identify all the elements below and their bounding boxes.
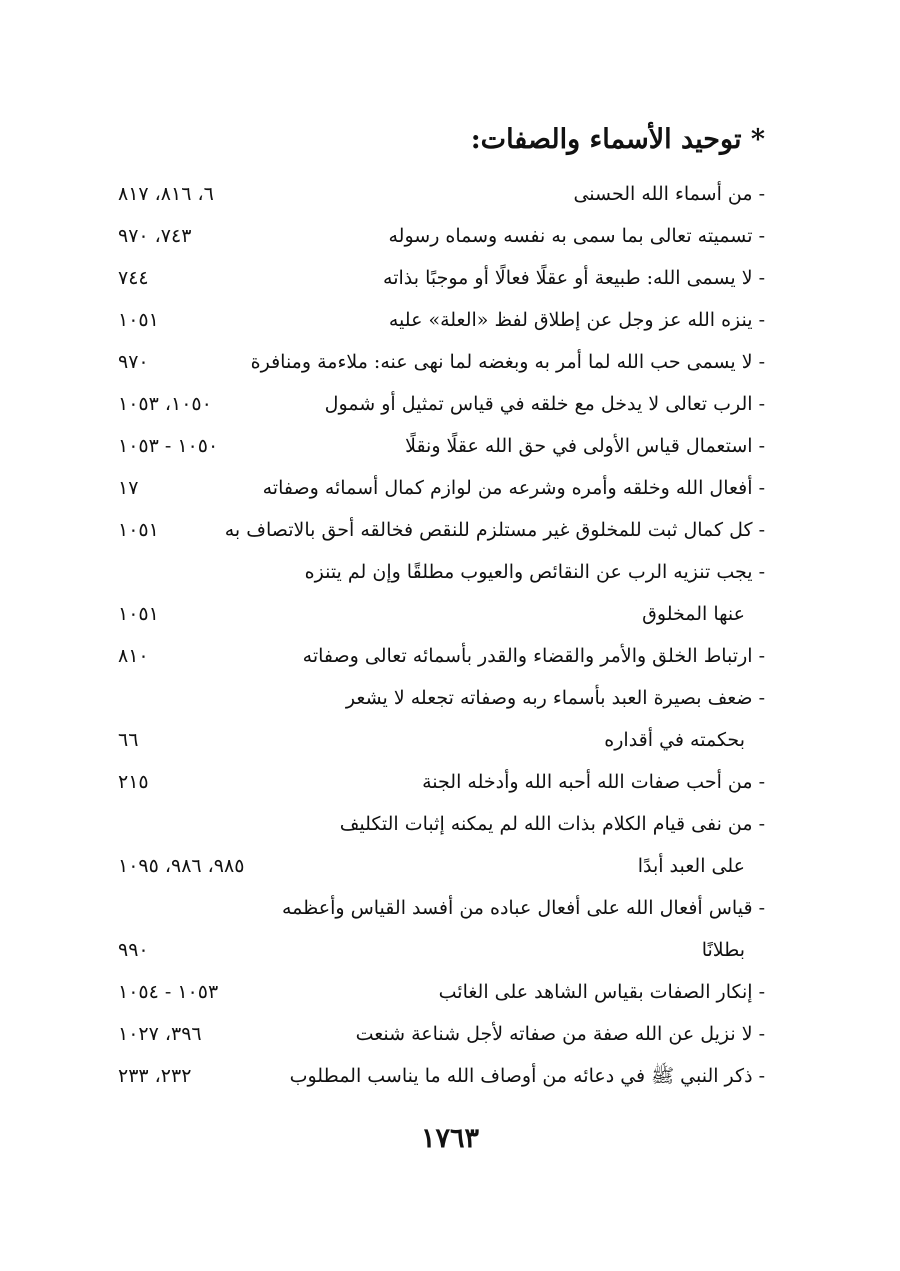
index-entry: [0, 802, 900, 846]
entry-pages: ١٠٥٣ - ١٠٥٤: [118, 981, 219, 1003]
entry-continuation-text: عنها المخلوق: [642, 603, 745, 625]
index-entry: [0, 298, 900, 342]
index-entry: [0, 760, 900, 804]
entry-pages: ١٠٥١: [118, 519, 159, 541]
entry-text: - ضعف بصيرة العبد بأسماء ربه وصفاته تجعله لا يشعر: [345, 687, 765, 709]
entry-pages: ٧٤٤: [118, 267, 149, 289]
entry-text: - يجب تنزيه الرب عن النقائص والعيوب مطلقًا وإن لم يتنزه: [304, 561, 765, 583]
entry-text: - لا يسمى الله: طبيعة أو عقلًا فعالًا أو موجبًا بذاته: [383, 267, 765, 289]
entry-text: - قياس أفعال الله على أفعال عباده من أفسد القياس وأعظمه: [281, 897, 765, 919]
entry-text: - من نفى قيام الكلام بذات الله لم يمكنه إثبات التكليف: [339, 813, 765, 835]
entry-continuation-text: بحكمته في أقداره: [604, 729, 745, 751]
entry-pages: ٣٩٦، ١٠٢٧: [118, 1023, 202, 1045]
index-entry: [0, 172, 900, 216]
entry-pages: ٦، ٨١٦، ٨١٧: [118, 183, 214, 205]
entry-text: - استعمال قياس الأولى في حق الله عقلًا ونقلًا: [405, 435, 765, 457]
index-entry: [0, 382, 900, 426]
entry-pages: ٢١٥: [118, 771, 149, 793]
index-entry-continuation: [0, 844, 900, 888]
entry-text: - أفعال الله وخلقه وأمره وشرعه من لوازم كمال أسمائه وصفاته: [262, 477, 765, 499]
index-entry-continuation: [0, 592, 900, 636]
entry-text: - لا نزيل عن الله صفة من صفاته لأجل شناعة شنعت: [355, 1023, 765, 1045]
entry-pages: ٦٦: [118, 729, 139, 751]
index-entry: [0, 508, 900, 552]
entry-text: - إنكار الصفات بقياس الشاهد على الغائب: [438, 981, 765, 1003]
index-entry: [0, 1012, 900, 1056]
section-heading: * توحيد الأسماء والصفات:: [470, 124, 765, 155]
page-number: ١٧٦٣: [420, 1123, 479, 1154]
entry-text: - لا يسمى حب الله لما أمر به وبغضه لما نهى عنه: ملاءمة ومنافرة: [250, 351, 765, 373]
index-entry: [0, 970, 900, 1014]
entry-text: - من أسماء الله الحسنى: [573, 183, 765, 205]
index-entry: [0, 676, 900, 720]
entry-pages: ١٠٥١: [118, 603, 159, 625]
index-entry: [0, 340, 900, 384]
index-entry: [0, 466, 900, 510]
index-entry: [0, 634, 900, 678]
index-entry: [0, 550, 900, 594]
entry-text: - تسميته تعالى بما سمى به نفسه وسماه رسوله: [388, 225, 765, 247]
entry-continuation-text: بطلانًا: [701, 939, 745, 961]
index-entry: [0, 214, 900, 258]
entry-pages: ١٠٥٠ - ١٠٥٣: [118, 435, 219, 457]
entry-pages: ١٠٥٠، ١٠٥٣: [118, 393, 212, 415]
entry-text: - ينزه الله عز وجل عن إطلاق لفظ «العلة» عليه: [388, 309, 765, 331]
entry-text: - الرب تعالى لا يدخل مع خلقه في قياس تمثيل أو شمول: [324, 393, 765, 415]
entry-pages: ٩٨٥، ٩٨٦، ١٠٩٥: [118, 855, 245, 877]
index-entry: [0, 1054, 900, 1098]
entry-pages: ٩٧٠: [118, 351, 149, 373]
entry-pages: ٢٣٢، ٢٣٣: [118, 1065, 192, 1087]
index-entry-continuation: [0, 718, 900, 762]
entry-pages: ١٠٥١: [118, 309, 159, 331]
entry-pages: ١٧: [118, 477, 139, 499]
entry-continuation-text: على العبد أبدًا: [637, 855, 745, 877]
entry-text: - ذكر النبي ﷺ في دعائه من أوصاف الله ما يناسب المطلوب: [289, 1065, 765, 1087]
entry-text: - كل كمال ثبت للمخلوق غير مستلزم للنقص فخالقه أحق بالاتصاف به: [224, 519, 765, 541]
entry-pages: ٧٤٣، ٩٧٠: [118, 225, 192, 247]
entry-text: - من أحب صفات الله أحبه الله وأدخله الجنة: [422, 771, 765, 793]
index-entry: [0, 256, 900, 300]
index-entry: [0, 886, 900, 930]
entry-pages: ٩٩٠: [118, 939, 149, 961]
entry-text: - ارتباط الخلق والأمر والقضاء والقدر بأسمائه تعالى وصفاته: [302, 645, 765, 667]
entry-pages: ٨١٠: [118, 645, 149, 667]
index-entry: [0, 424, 900, 468]
index-entry-continuation: [0, 928, 900, 972]
